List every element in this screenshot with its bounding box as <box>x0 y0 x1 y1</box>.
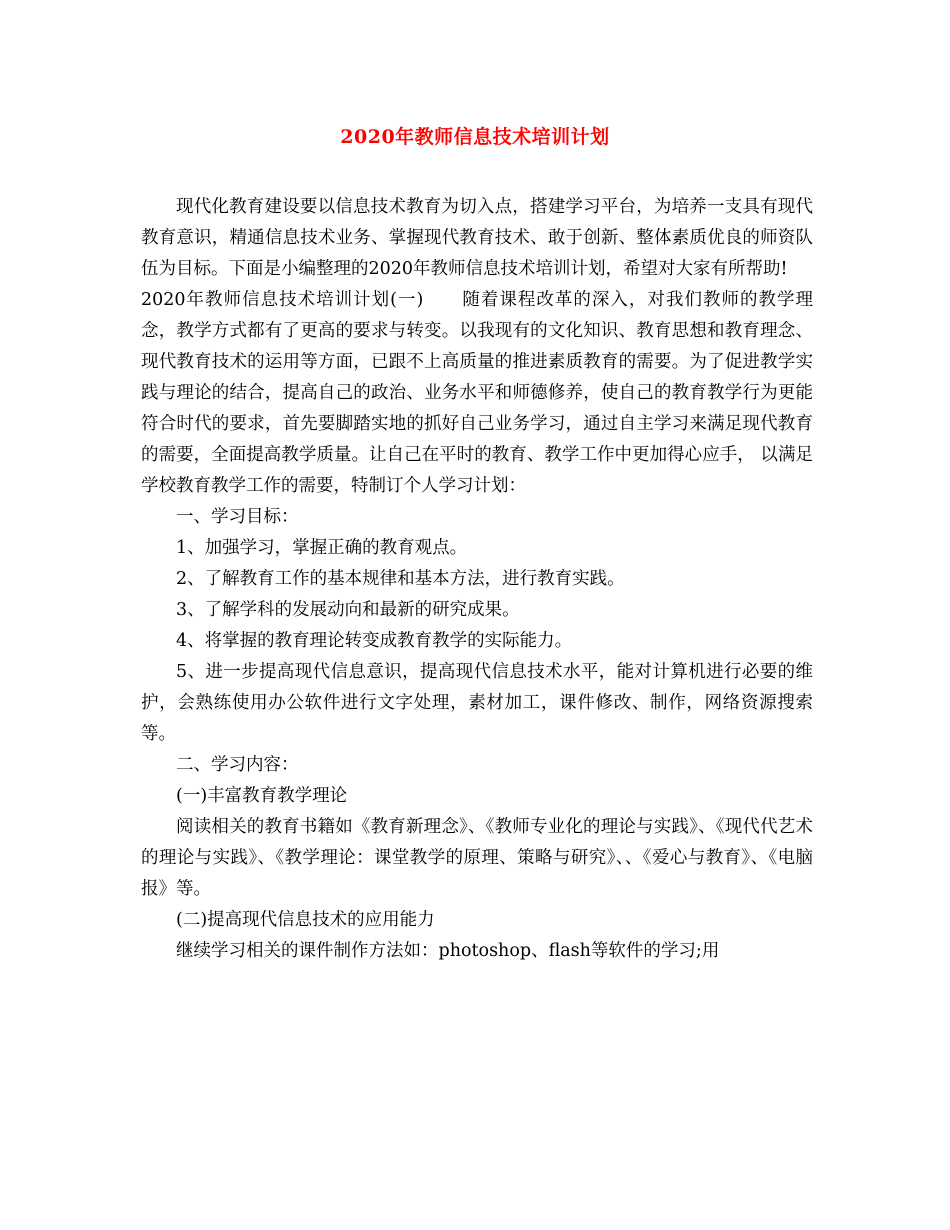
section1-heading: 一、学习目标： <box>176 507 299 527</box>
intro-paragraph: 现代化教育建设要以信息技术教育为切入点，搭建学习平台，为培养一支具有现代教育意识，精通信息技术业务、掌握现代教育技术、敢于创新、整体素质优良的师资队伍为目标。下面是小编整理的2020年教师信息技术培训计划，希望对大家有所帮助! <box>141 197 813 279</box>
goal-item-2: 2、了解教育工作的基本规律和基本方法，进行教育实践。 <box>176 569 625 589</box>
document-title: 2020年教师信息技术培训计划 <box>340 126 610 148</box>
goal-item-4: 4、将掌握的教育理论转变成教育教学的实际能力。 <box>176 631 573 651</box>
goal-item-3: 3、了解学科的发展动向和最新的研究成果。 <box>176 600 520 620</box>
goal-item-1: 1、加强学习，掌握正确的教育观点。 <box>176 538 468 558</box>
sub1-paragraph: 阅读相关的教育书籍如《教育新理念》、《教师专业化的理论与实践》、《现代代艺术的理论与实践》、《教学理论：课堂教学的原理、策略与研究》、、《爱心与教育》、《电脑报》等。 <box>141 817 813 899</box>
sub1-heading: (一)丰富教育教学理论 <box>176 786 348 806</box>
plan1-heading: 2020年教师信息技术培训计划(一) <box>141 290 424 310</box>
section2-heading: 二、学习内容： <box>176 755 299 775</box>
sub2-heading: (二)提高现代信息技术的应用能力 <box>176 910 435 930</box>
document-body <box>141 192 813 967</box>
sub2-paragraph: 继续学习相关的课件制作方法如：photoshop、flash等软件的学习;用 <box>176 941 720 961</box>
plan1-body: 随着课程改革的深入，对我们教师的教学理念，教学方式都有了更高的要求与转变。以我现有的文化知识、教育思想和教育理念、现代教育技术的运用等方面，已跟不上高质量的推进素质教育的需要。为了促进教学实践与理论的结合，提高自己的政治、业务水平和师德修养，使自己的教育教学行为更能符合时代的要求，首先要脚踏实地的抓好自己业务学习，通过自主学习来满足现代教育的需要，全面提高教学质量。让自己在平时的教育、教学工作中更加得心应手， 以满足学校教育教学工作的需要，特制订个人学习计划： <box>141 290 813 496</box>
goal-item-5: 5、进一步提高现代信息意识，提高现代信息技术水平，能对计算机进行必要的维护，会熟练使用办公软件进行文字处理，素材加工，课件修改、制作，网络资源搜索等。 <box>141 662 813 744</box>
plan1-paragraph <box>141 285 813 502</box>
